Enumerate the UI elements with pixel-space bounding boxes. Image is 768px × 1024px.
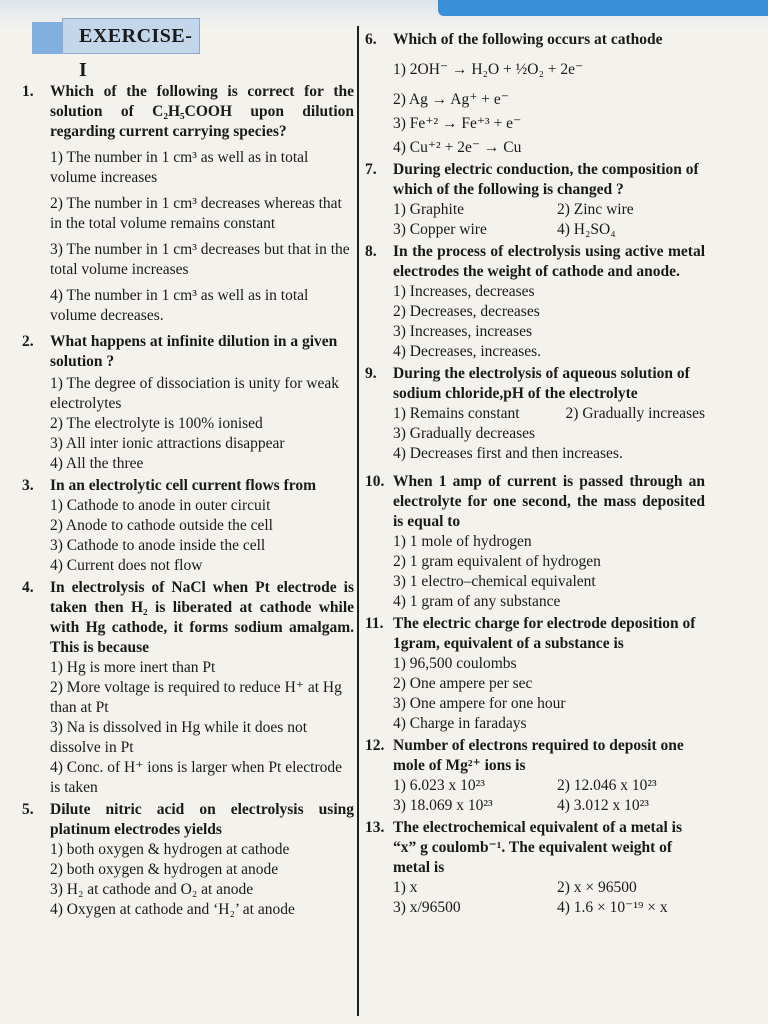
question-text: Dilute nitric acid on electrolysis using platinum electrodes yields <box>50 801 354 838</box>
option-3: 3) One ampere for one hour <box>393 695 566 712</box>
question-5 <box>22 800 354 920</box>
question-11 <box>365 614 705 734</box>
question-text: During the electrolysis of aqueous solution of sodium chloride,pH of the electrolyte <box>393 365 690 402</box>
option-4: 4) Decreases, increases. <box>393 343 542 360</box>
option-2: 2) More voltage is required to reduce H⁺ at Hg than at Pt <box>50 679 342 716</box>
option-3: 3) 18.069 x 10²³ <box>393 797 493 814</box>
question-12 <box>365 736 705 816</box>
option-1: 1) The degree of dissociation is unity for weak electrolytes <box>50 375 339 412</box>
option-1: 1) 2OH⁻ → H₂O + ½O₂ + 2e⁻ <box>393 61 584 78</box>
option-4: 4) 3.012 x 10²³ <box>557 797 649 814</box>
question-number: 6. <box>365 31 377 48</box>
question-text: Which of the following is correct for the solution of C₂H₅COOH upon dilution regarding current carrying species? <box>50 83 354 140</box>
top-banner-decoration <box>438 0 768 16</box>
question-13 <box>365 818 705 918</box>
option-2: 2) Gradually increases <box>565 405 705 422</box>
option-2: 2) Decreases, decreases <box>393 303 540 320</box>
question-3 <box>22 476 354 576</box>
option-1: 1) Cathode to anode in outer circuit <box>50 497 271 514</box>
question-number: 5. <box>22 801 34 818</box>
option-2: 2) One ampere per sec <box>393 675 533 692</box>
question-number: 4. <box>22 579 34 596</box>
question-text: In an electrolytic cell current flows from <box>50 477 317 494</box>
question-2 <box>22 332 354 474</box>
question-text: In electrolysis of NaCl when Pt electrode is taken then H₂ is liberated at cathode while with Hg cathode, it forms sodium amalgam. This is because <box>50 579 354 656</box>
options-row <box>393 776 705 796</box>
option-4: 4) 1 gram of any substance <box>393 593 561 610</box>
question-7 <box>365 160 705 240</box>
question-4 <box>22 578 354 798</box>
option-3: 3) x/96500 <box>393 899 461 916</box>
option-4: 4) Current does not flow <box>50 557 203 574</box>
option-4: 4) All the three <box>50 455 144 472</box>
option-1: 1) Remains constant <box>393 405 520 422</box>
option-3: 3) 1 electro–chemical equivalent <box>393 573 596 590</box>
exercise-title: EXERCISE-I <box>62 18 200 54</box>
left-column <box>22 82 354 922</box>
option-4: 4) The number in 1 cm³ as well as in total volume decreases. <box>50 287 309 324</box>
option-3: 3) Fe⁺² → Fe⁺³ + e⁻ <box>393 115 522 132</box>
question-number: 1. <box>22 83 34 100</box>
question-number: 13. <box>365 819 385 836</box>
options-row <box>393 220 705 240</box>
options-row <box>393 898 705 918</box>
question-text: Which of the following occurs at cathode <box>393 31 663 48</box>
option-2: 2) The number in 1 cm³ decreases whereas that in the total volume remains constant <box>50 195 342 232</box>
option-1: 1) x <box>393 879 418 896</box>
question-text: In the process of electrolysis using active metal electrodes the weight of cathode and anode. <box>393 243 705 280</box>
option-4: 4) H₂SO₄ <box>557 221 616 238</box>
option-3: 3) The number in 1 cm³ decreases but that in the total volume increases <box>50 241 350 278</box>
option-1: 1) 96,500 coulombs <box>393 655 517 672</box>
option-1: 1) 1 mole of hydrogen <box>393 533 532 550</box>
option-2: 2) both oxygen & hydrogen at anode <box>50 861 279 878</box>
option-1: 1) Graphite <box>393 201 465 218</box>
column-divider <box>357 26 359 1016</box>
question-text: When 1 amp of current is passed through an electrolyte for one second, the mass deposited is equal to <box>393 473 705 530</box>
option-4: 4) Oxygen at cathode and ‘H₂’ at anode <box>50 901 295 918</box>
question-number: 10. <box>365 473 385 490</box>
option-1: 1) The number in 1 cm³ as well as in total volume increases <box>50 149 309 186</box>
option-1: 1) Hg is more inert than Pt <box>50 659 216 676</box>
option-3: 3) Copper wire <box>393 221 487 238</box>
question-10 <box>365 472 705 612</box>
option-2: 2) Ag → Ag⁺ + e⁻ <box>393 91 509 108</box>
tab-marker-decoration <box>32 22 62 54</box>
question-number: 7. <box>365 161 377 178</box>
option-2: 2) 1 gram equivalent of hydrogen <box>393 553 601 570</box>
question-number: 8. <box>365 243 377 260</box>
option-2: 2) The electrolyte is 100% ionised <box>50 415 263 432</box>
option-4: 4) Cu⁺² + 2e⁻ → Cu <box>393 139 522 156</box>
option-1: 1) Increases, decreases <box>393 283 535 300</box>
question-number: 11. <box>365 615 384 632</box>
option-3: 3) Increases, increases <box>393 323 532 340</box>
option-2: 2) Anode to cathode outside the cell <box>50 517 273 534</box>
option-4: 4) Conc. of H⁺ ions is larger when Pt electrode is taken <box>50 759 342 796</box>
question-9 <box>365 364 705 464</box>
options-row <box>393 200 705 220</box>
question-number: 12. <box>365 737 385 754</box>
option-3: 3) Gradually decreases <box>393 425 536 442</box>
option-4: 4) 1.6 × 10⁻¹⁹ × x <box>557 899 668 916</box>
question-8 <box>365 242 705 362</box>
option-1: 1) 6.023 x 10²³ <box>393 777 485 794</box>
option-3: 3) Cathode to anode inside the cell <box>50 537 266 554</box>
question-number: 9. <box>365 365 377 382</box>
option-4: 4) Decreases first and then increases. <box>393 445 623 462</box>
question-text: The electrochemical equivalent of a metal is “x” g coulomb⁻¹. The equivalent weight of metal is <box>393 819 682 876</box>
option-4: 4) Charge in faradays <box>393 715 527 732</box>
options-row <box>393 878 705 898</box>
question-text: Number of electrons required to deposit one mole of Mg²⁺ ions is <box>393 737 684 774</box>
question-text: The electric charge for electrode deposition of 1gram, equivalent of a substance is <box>393 615 696 652</box>
option-3: 3) Na is dissolved in Hg while it does not dissolve in Pt <box>50 719 308 756</box>
option-1: 1) both oxygen & hydrogen at cathode <box>50 841 290 858</box>
question-text: What happens at infinite dilution in a given solution ? <box>50 333 338 370</box>
question-1 <box>22 82 354 326</box>
question-6 <box>365 30 705 158</box>
question-number: 2. <box>22 333 34 350</box>
question-text: During electric conduction, the composition of which of the following is changed ? <box>393 161 699 198</box>
option-2: 2) Zinc wire <box>557 201 634 218</box>
question-number: 3. <box>22 477 34 494</box>
options-row <box>393 404 705 424</box>
option-2: 2) 12.046 x 10²³ <box>557 777 657 794</box>
option-3: 3) All inter ionic attractions disappear <box>50 435 285 452</box>
option-2: 2) x × 96500 <box>557 879 637 896</box>
right-column <box>365 30 705 920</box>
options-row <box>393 796 705 816</box>
option-3: 3) H₂ at cathode and O₂ at anode <box>50 881 254 898</box>
